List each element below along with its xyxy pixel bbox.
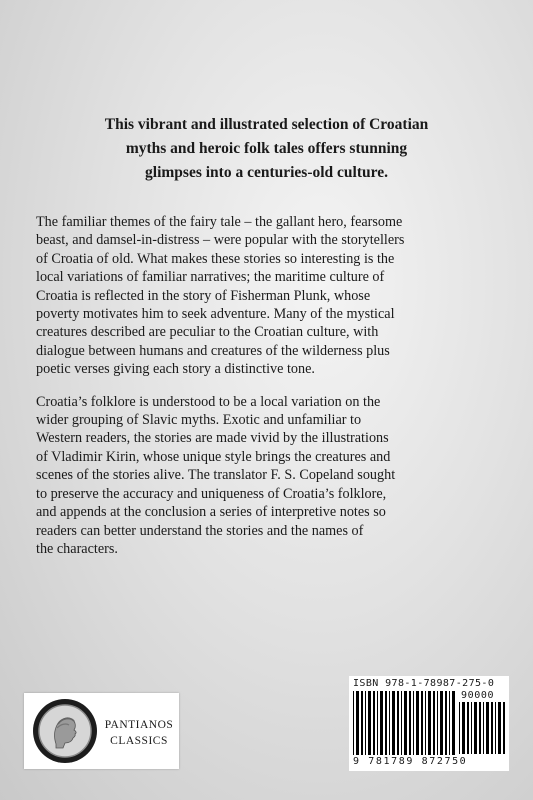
description	[36, 213, 501, 572]
barcode-bar	[433, 691, 435, 755]
barcode-bar	[479, 702, 481, 754]
barcode-bar	[373, 691, 375, 755]
barcode-bar	[440, 691, 443, 755]
description-paragraph-2: Croatia’s folklore is understood to be a local variation on the wider grouping of Slavic myths. Exotic and unfamiliar to Western readers, the stories are made vivid by the illustrations of Vladimir Kirin, whose unique style brings the creatures and scenes of the stories alive. The translator F. S. Copeland sought to preserve the accuracy and uniqueness of Croatia’s folklore, and appends at the conclusion a series of interpretive notes so readers can better understand the stories and the names of the characters.	[36, 393, 396, 557]
barcode-bar	[498, 702, 501, 754]
barcode-bar	[459, 702, 460, 754]
barcode-bar	[353, 691, 354, 755]
publisher-name-line-2: CLASSICS	[110, 735, 168, 747]
barcode-bar	[495, 702, 496, 754]
barcode-bar	[452, 691, 455, 755]
barcode-bar	[445, 691, 447, 755]
barcode-bar	[449, 691, 450, 755]
addon-barcode-bars	[459, 702, 505, 754]
barcode-bar	[377, 691, 378, 755]
barcode-bar	[471, 702, 472, 754]
barcode-bar	[503, 702, 505, 754]
publisher-logo	[24, 693, 179, 769]
barcode-bar	[401, 691, 402, 755]
barcode-bar	[437, 691, 438, 755]
barcode-bar	[392, 691, 395, 755]
price-addon-code: 90000	[461, 690, 495, 701]
barcode-bar	[462, 702, 465, 754]
barcode-bar	[467, 702, 469, 754]
barcode-bar	[365, 691, 366, 755]
isbn-barcode	[349, 676, 509, 771]
coin-portrait-icon	[32, 698, 98, 764]
publisher-name-line-1: PANTIANOS	[104, 719, 174, 731]
barcode-bar	[428, 691, 431, 755]
barcode-bar	[409, 691, 411, 755]
barcode-bar	[483, 702, 484, 754]
barcode-bar	[397, 691, 399, 755]
barcode-bar	[389, 691, 390, 755]
ean-digits: 9 781789 872750	[353, 756, 468, 767]
barcode-bar	[361, 691, 363, 755]
isbn-label: ISBN 978-1-78987-275-0	[353, 678, 495, 689]
tagline: This vibrant and illustrated selection of Croatian myths and heroic folk tales offers stunning glimpses into a centuries-old culture.	[104, 116, 429, 181]
barcode-bar	[421, 691, 423, 755]
barcode-bar	[474, 702, 477, 754]
barcode-bar	[416, 691, 419, 755]
ean-barcode-bars	[353, 691, 457, 755]
barcode-bar	[413, 691, 414, 755]
barcode-bar	[404, 691, 407, 755]
barcode-bar	[385, 691, 387, 755]
barcode-bar	[380, 691, 383, 755]
description-paragraph-1: The familiar themes of the fairy tale – the gallant hero, fearsome beast, and damsel-in-distress – were popular with the storytellers of Croatia of old. What makes these stories so interesting is the local variations of familiar narratives; the maritime culture of Croatia is reflected in the story of Fisherman Plunk, whose poverty motivates him to seek adventure. Many of the mystical creatures described are peculiar to the Croatian culture, with dialogue between humans and creatures of the wilderness plus poetic verses giving each story a distinctive tone.	[36, 214, 405, 378]
barcode-bar	[368, 691, 371, 755]
barcode-bar	[486, 702, 489, 754]
publisher-name	[102, 717, 176, 749]
barcode-bar	[491, 702, 493, 754]
barcode-bar	[425, 691, 426, 755]
barcode-bar	[356, 691, 359, 755]
